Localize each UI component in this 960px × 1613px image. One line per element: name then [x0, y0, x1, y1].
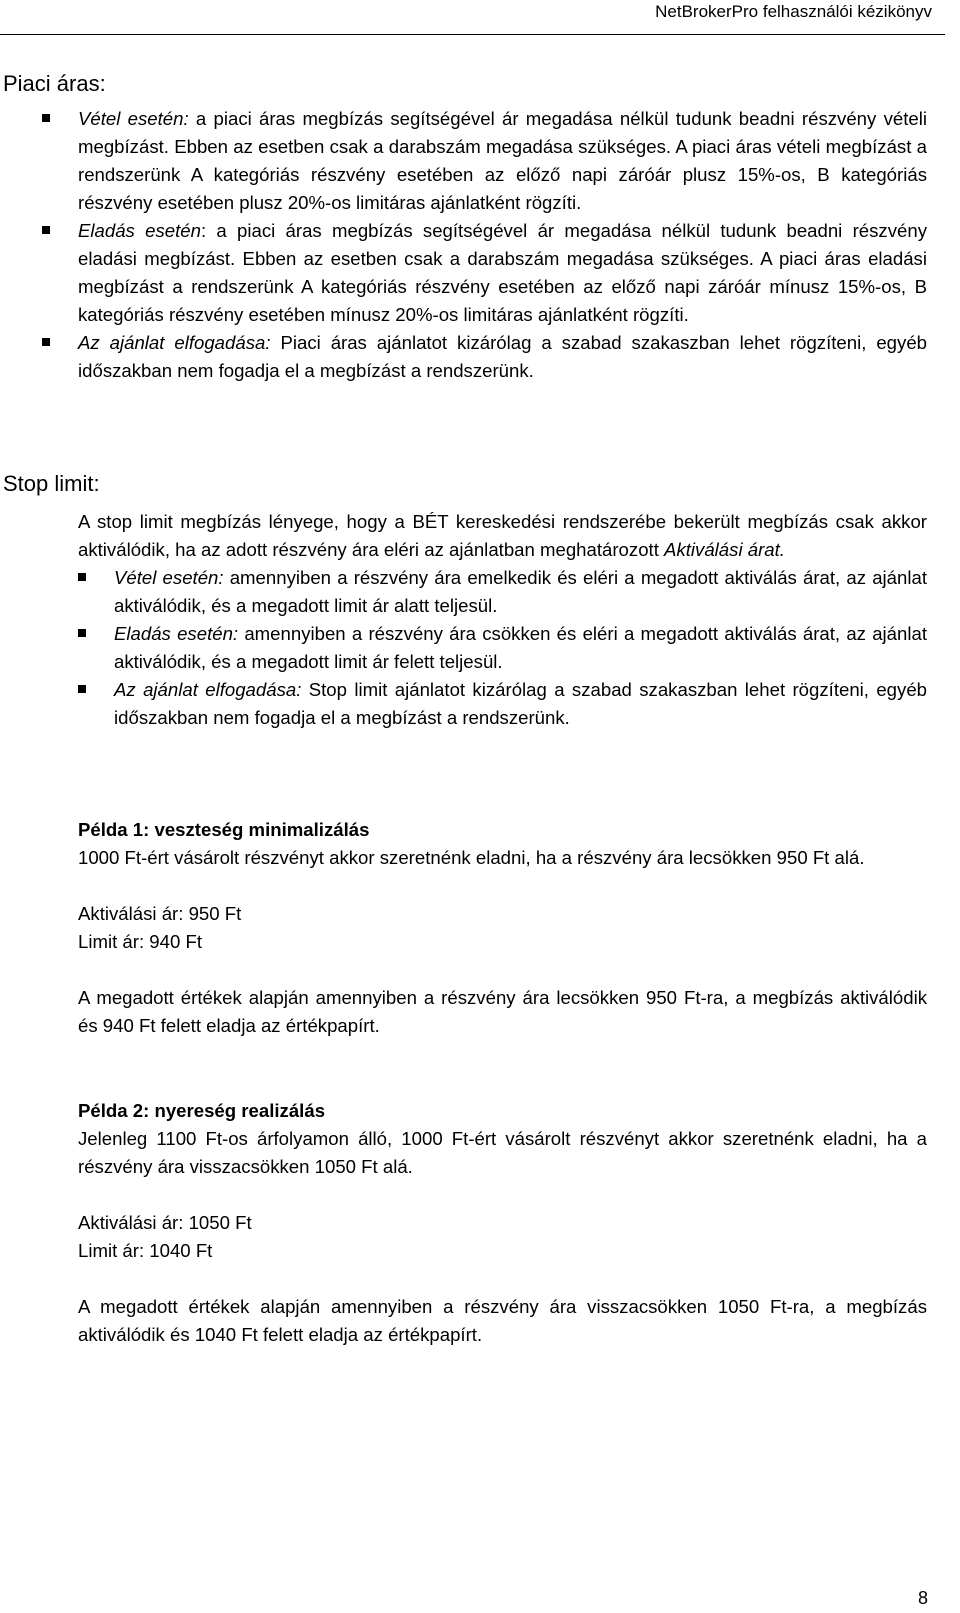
bullet-item	[114, 564, 927, 620]
bullet-text: Stop limit ajánlatot kizárólag a szabad szakaszban lehet rögzíteni, egyéb időszakban nem fogadja el a megbízást a rendszerünk.	[114, 679, 927, 728]
example-1-result: A megadott értékek alapján amennyiben a részvény ára lecsökken 950 Ft-ra, a megbízás aktiválódik és 940 Ft felett eladja az értékpapírt.	[78, 987, 927, 1036]
square-bullet-icon	[78, 573, 86, 581]
example-2-limit-price: Limit ár: 1040 Ft	[78, 1240, 213, 1261]
page-number: 8	[917, 1588, 928, 1608]
square-bullet-icon	[42, 226, 50, 234]
bullet-text: amennyiben a részvény ára emelkedik és eléri a megadott aktiválás árat, az ajánlat aktiválódik, és a megadott limit ár alatt teljesül.	[114, 567, 927, 616]
bullet-item	[114, 676, 927, 732]
piaci-bullet-list	[78, 105, 927, 385]
stop-limit-intro	[78, 508, 927, 564]
bullet-label: Az ajánlat elfogadása:	[78, 332, 271, 353]
bullet-label: Az ajánlat elfogadása:	[114, 679, 302, 700]
bullet-label: Eladás esetén	[78, 220, 201, 241]
bullet-item	[78, 105, 927, 217]
example-2-activation-price: Aktiválási ár: 1050 Ft	[78, 1212, 252, 1233]
example-1-limit-price: Limit ár: 940 Ft	[78, 931, 203, 952]
example-2-result: A megadott értékek alapján amennyiben a részvény ára visszacsökken 1050 Ft-ra, a megbízás aktiválódik és 1040 Ft felett eladja az értékpapírt.	[78, 1296, 927, 1345]
example-1-description: 1000 Ft-ért vásárolt részvényt akkor szeretnénk eladni, ha a részvény ára lecsökken 950 Ft alá.	[78, 847, 865, 868]
example-2-title: Példa 2: nyereség realizálás	[78, 1100, 326, 1121]
bullet-label: Eladás esetén:	[114, 623, 239, 644]
example-2	[78, 1097, 927, 1349]
example-1-title: Példa 1: veszteség minimalizálás	[78, 819, 370, 840]
square-bullet-icon	[78, 629, 86, 637]
intro-italic-text: Aktiválási árat.	[664, 539, 785, 560]
stop-limit-section	[78, 508, 927, 732]
bullet-text: : a piaci áras megbízás segítségével ár megadása nélkül tudunk beadni részvény eladási megbízást. Ebben az esetben csak a darabszám megadása szükséges. A piaci áras eladási megbízást a rendszerünk A kategóriás részvény esetében az előző napi záróár mínusz 15%-os, B kategóriás részvény esetében mínusz 20%-os limitáras ajánlatként rögzíti.	[78, 220, 927, 325]
bullet-text: Piaci áras ajánlatot kizárólag a szabad szakaszban lehet rögzíteni, egyéb időszakban nem fogadja el a megbízást a rendszerünk.	[78, 332, 928, 381]
square-bullet-icon	[78, 685, 86, 693]
square-bullet-icon	[42, 338, 50, 346]
bullet-label: Vétel esetén:	[114, 567, 224, 588]
header-rule	[0, 34, 945, 35]
example-1-activation-price: Aktiválási ár: 950 Ft	[78, 903, 242, 924]
bullet-item	[78, 217, 927, 329]
bullet-text: a piaci áras megbízás segítségével ár megadása nélkül tudunk beadni részvény vételi megbízást. Ebben az esetben csak a darabszám megadása szükséges. A piaci áras vételi megbízást a rendszerünk A kategóriás részvény esetében az előző napi záróár plusz 15%-os, B kategóriás részvény esetében plusz 20%-os limitáras ajánlatként rögzíti.	[78, 108, 927, 213]
bullet-item	[78, 329, 927, 385]
section-heading-piaci: Piaci áras:	[3, 71, 106, 96]
document-header: NetBrokerPro felhasználói kézikönyv	[655, 2, 932, 21]
bullet-item	[114, 620, 927, 676]
bullet-text: amennyiben a részvény ára csökken és eléri a megadott aktiválás árat, az ajánlat aktiválódik, és a megadott limit ár felett teljesül.	[114, 623, 927, 672]
intro-text: A stop limit megbízás lényege, hogy a BÉT kereskedési rendszerébe bekerült megbízás csak akkor aktiválódik, ha az adott részvény ára eléri az ajánlatban meghatározott	[78, 511, 927, 560]
example-1	[78, 816, 927, 1040]
square-bullet-icon	[42, 114, 50, 122]
bullet-label: Vétel esetén:	[78, 108, 189, 129]
section-heading-stop-limit: Stop limit:	[3, 471, 100, 496]
stop-bullet-list	[78, 564, 927, 732]
example-2-description: Jelenleg 1100 Ft-os árfolyamon álló, 1000 Ft-ért vásárolt részvényt akkor szeretnénk eladni, ha a részvény ára visszacsökken 1050 Ft alá.	[78, 1128, 927, 1177]
